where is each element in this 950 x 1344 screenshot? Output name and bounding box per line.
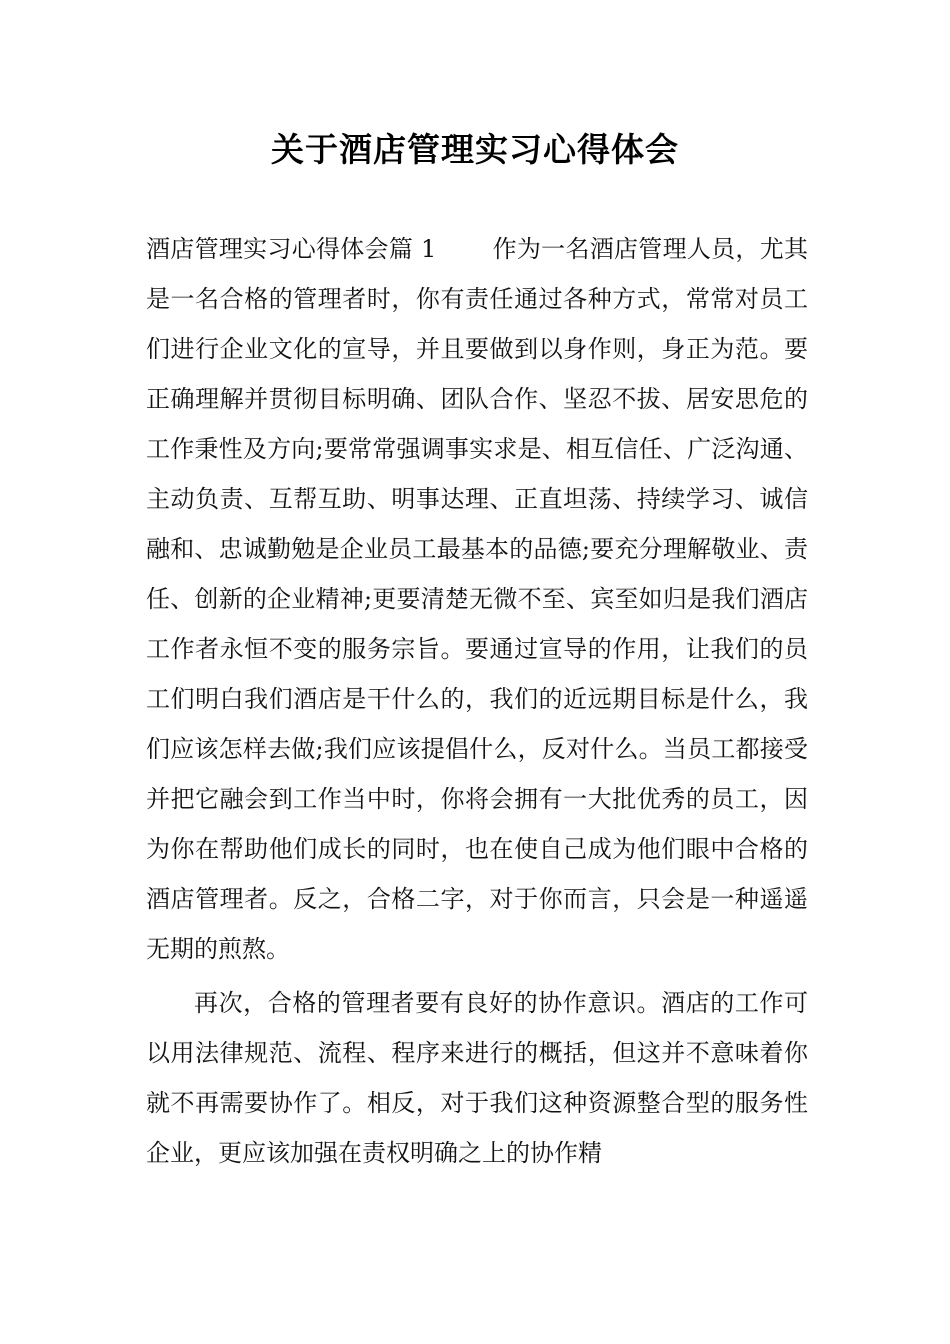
document-title: 关于酒店管理实习心得体会 (271, 130, 679, 169)
paragraph-2: 再次，合格的管理者要有良好的协作意识。酒店的工作可以用法律规范、流程、程序来进行的概括，但这并不意味着你就不再需要协作了。相反，对于我们这种资源整合型的服务性企业，更应该加强在责权明确之上的协作精 (146, 989, 808, 1167)
paragraph-1 (146, 224, 808, 974)
section-heading: 酒店管理实习心得体会篇 1 (146, 235, 437, 263)
document-body (146, 224, 808, 1178)
paragraph-1-text: 作为一名酒店管理人员，尤其是一名合格的管理者时，你有责任通过各种方式，常常对员工们进行企业文化的宣导，并且要做到以身作则，身正为范。要正确理解并贯彻目标明确、团队合作、坚忍不拔、居安思危的工作秉性及方向;要常常强调事实求是、相互信任、广泛沟通、主动负责、互帮互助、明事达理、正直坦荡、持续学习、诚信融和、忠诚勤勉是企业员工最基本的品德;要充分理解敬业、责任、创新的企业精神;更要清楚无微不至、宾至如归是我们酒店工作者永恒不变的服务宗旨。要通过宣导的作用，让我们的员工们明白我们酒店是干什么的，我们的近远期目标是什么，我们应该怎样去做;我们应该提倡什么，反对什么。当员工都接受并把它融会到工作当中时，你将会拥有一大批优秀的员工，因为你在帮助他们成长的同时，也在使自己成为他们眼中合格的酒店管理者。反之，合格二字，对于你而言，只会是一种遥遥无期的煎熬。 (146, 235, 809, 963)
